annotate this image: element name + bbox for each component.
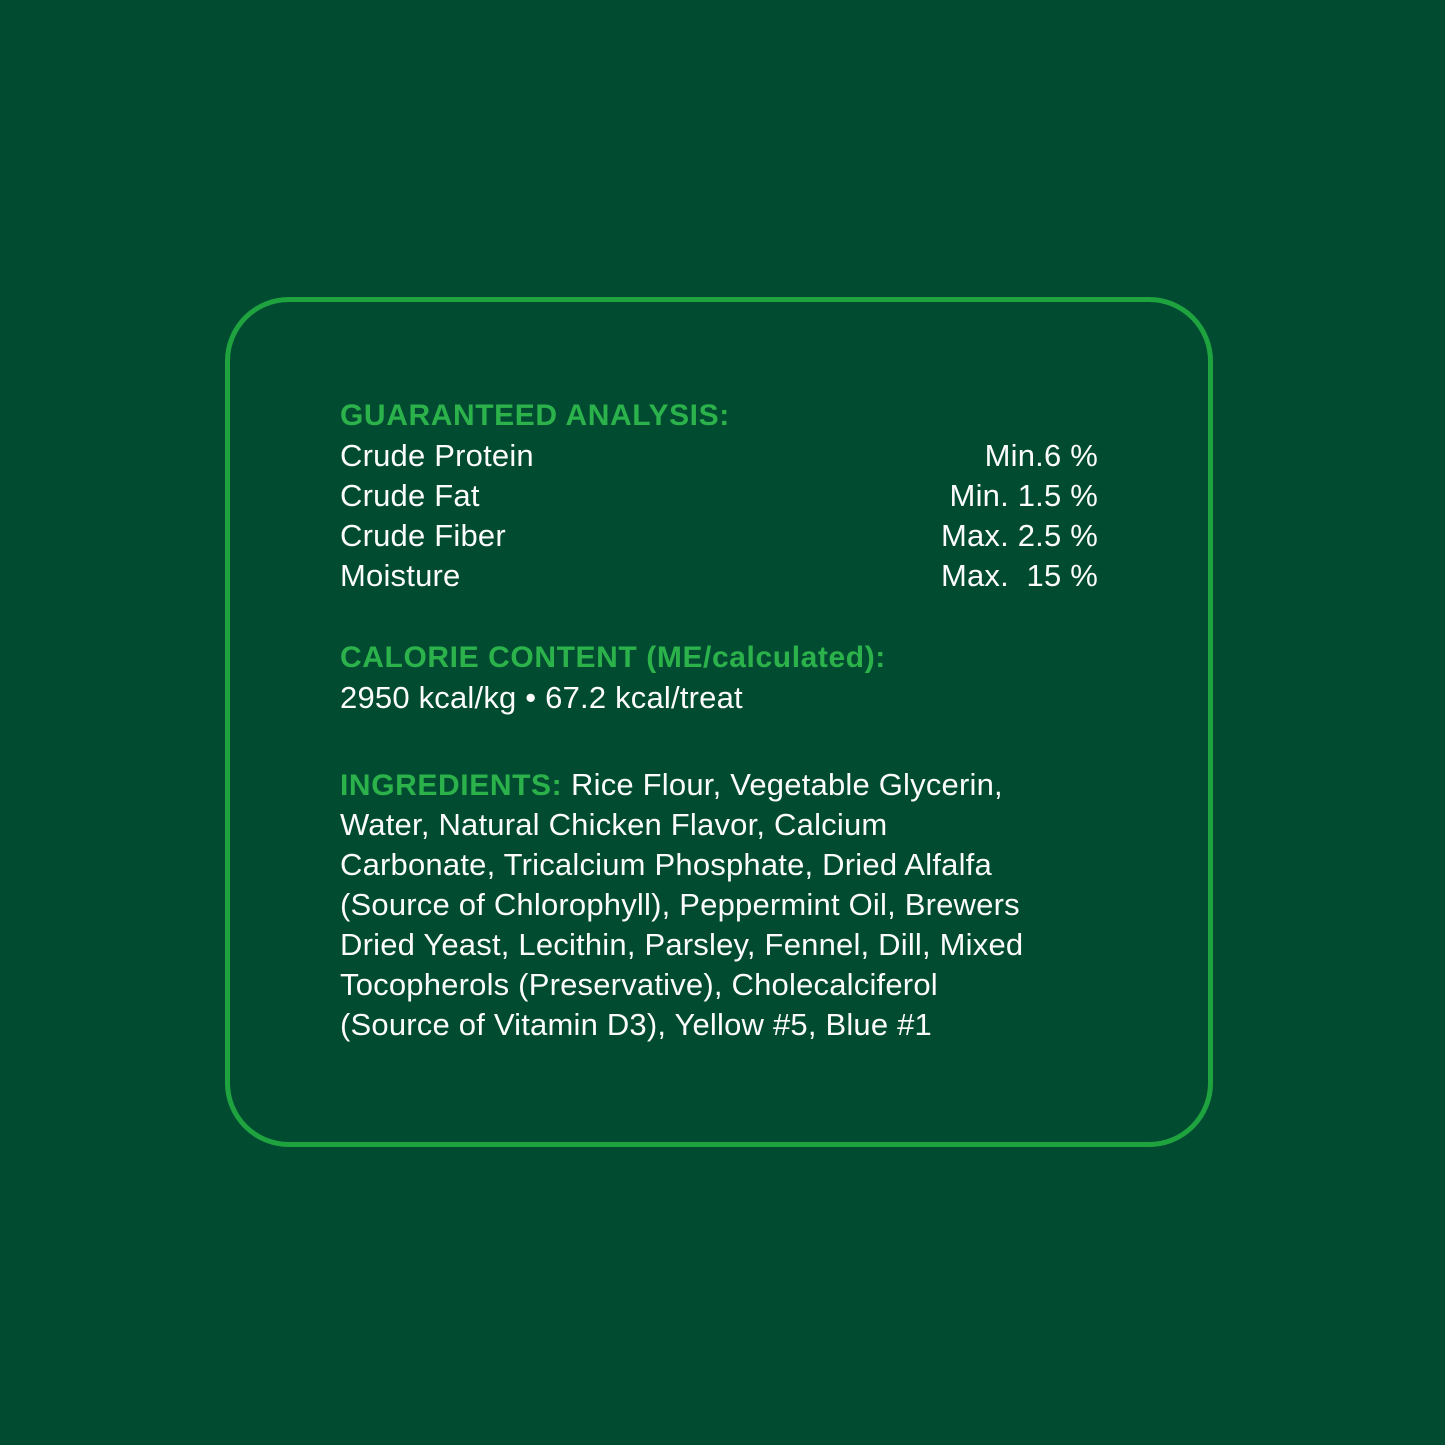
- ingredients-line-text: Rice Flour, Vegetable Glycerin,: [562, 767, 1003, 802]
- analysis-row-moisture: [340, 556, 1098, 596]
- ingredients-line: [340, 765, 1098, 805]
- analysis-value: Min. 1.5 %: [949, 478, 1098, 513]
- analysis-label: Crude Fat: [340, 478, 480, 513]
- ingredients-line: Carbonate, Tricalcium Phosphate, Dried Alfalfa: [340, 847, 992, 882]
- analysis-value: Max. 15 %: [940, 558, 1098, 593]
- calorie-content-section: [340, 638, 1098, 718]
- analysis-row-crude-fat: [340, 476, 1098, 516]
- analysis-value: Min.6 %: [984, 438, 1098, 473]
- guaranteed-analysis-heading: GUARANTEED ANALYSIS:: [340, 399, 730, 432]
- analysis-label: Moisture: [340, 558, 461, 593]
- ingredients-line: Water, Natural Chicken Flavor, Calcium: [340, 807, 888, 842]
- analysis-row-crude-protein: [340, 436, 1098, 476]
- calorie-content-value: 2950 kcal/kg • 67.2 kcal/treat: [340, 680, 743, 715]
- nutrition-label-content: [340, 396, 1098, 1045]
- analysis-label: Crude Fiber: [340, 518, 506, 553]
- ingredients-line: (Source of Chlorophyll), Peppermint Oil, Brewers: [340, 887, 1020, 922]
- calorie-content-heading: CALORIE CONTENT (ME/calculated):: [340, 641, 886, 674]
- analysis-value: Max. 2.5 %: [940, 518, 1098, 553]
- ingredients-line: Dried Yeast, Lecithin, Parsley, Fennel, Dill, Mixed: [340, 927, 1024, 962]
- analysis-row-crude-fiber: [340, 516, 1098, 556]
- ingredients-section: [340, 765, 1098, 1045]
- ingredients-line: (Source of Vitamin D3), Yellow #5, Blue #1: [340, 1007, 932, 1042]
- nutrition-label-panel: [225, 297, 1213, 1147]
- analysis-label: Crude Protein: [340, 438, 534, 473]
- ingredients-heading: INGREDIENTS:: [340, 769, 563, 802]
- ingredients-line: Tocopherols (Preservative), Cholecalciferol: [340, 967, 938, 1002]
